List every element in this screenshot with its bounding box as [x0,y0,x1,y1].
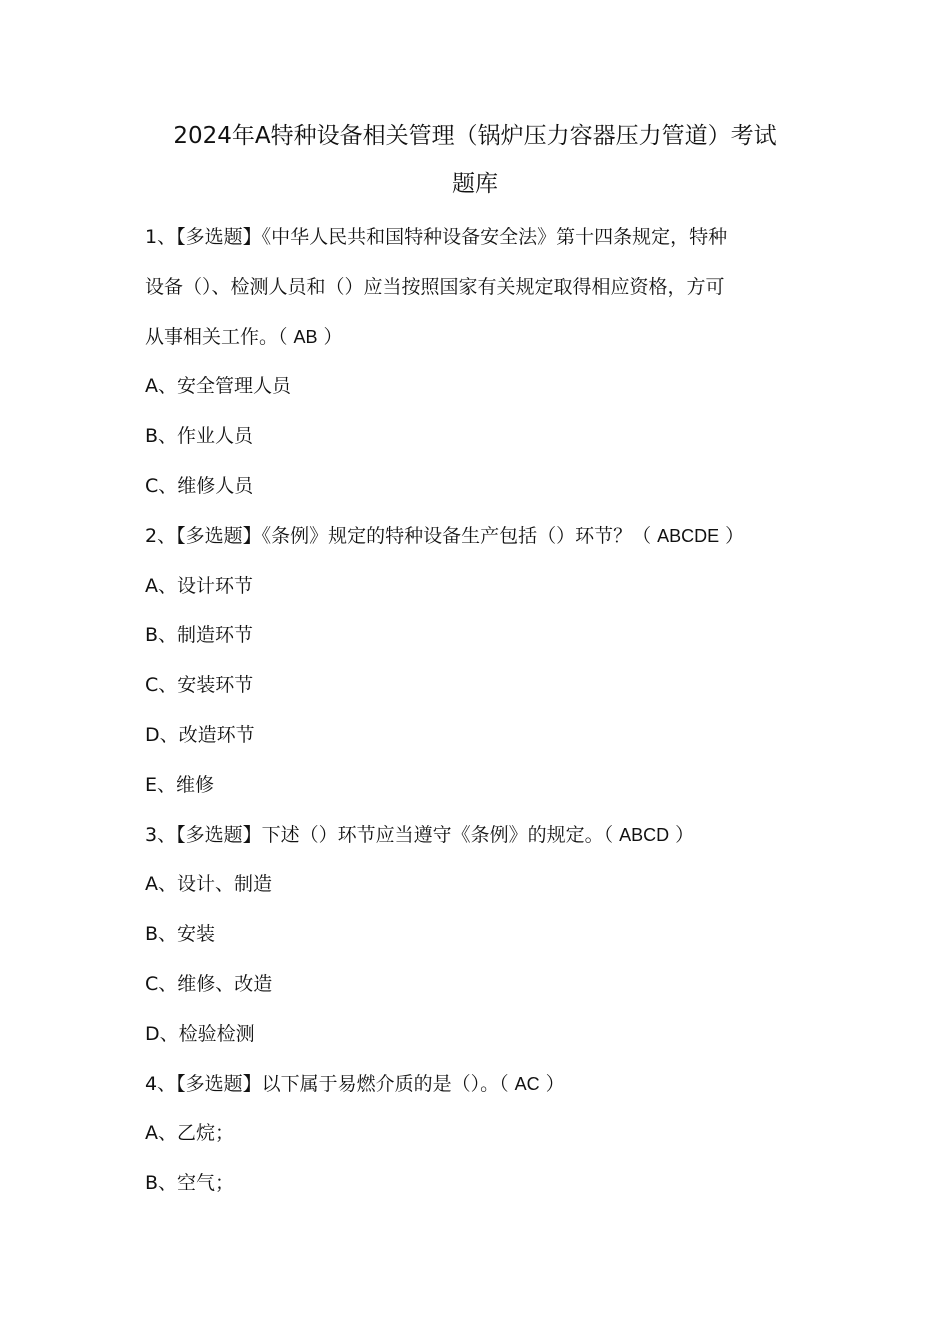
question-stem-line [145,811,810,861]
option-item: D、检验检测 [145,1022,255,1045]
answer-key: AB [293,326,318,347]
question-stem-line: 1、【多选题】《中华人民共和国特种设备安全法》第十四条规定，特种 [145,226,728,248]
answer-close: ） [725,524,745,547]
title-line-1: 2024年A特种设备相关管理（锅炉压力容器压力管道）考试 [173,123,777,149]
option-item: C、维修、改造 [145,972,273,995]
answer-close: ） [675,823,695,846]
option-item: B、空气； [145,1172,235,1195]
option-item: E、维修 [145,773,215,796]
question-stem-line [145,512,810,562]
question-stem-text: 4、【多选题】以下属于易燃介质的是（）。（ [145,1072,509,1095]
question-list [145,213,810,1209]
option-item: B、制造环节 [145,624,254,647]
page-title [120,112,830,208]
question-stem-text: 从事相关工作。（ [145,325,288,348]
question-stem-line [145,313,810,363]
option-item: A、安全管理人员 [145,375,291,398]
option-item: B、作业人员 [145,425,254,448]
question-stem-text: 2、【多选题】《条例》规定的特种设备生产包括（）环节？（ [145,524,652,547]
answer-key: ABCDE [657,525,720,546]
answer-key: ABCD [619,824,670,845]
question-stem-line: 设备（）、检测人员和（）应当按照国家有关规定取得相应资格，方可 [145,275,725,298]
option-item: A、乙烷； [145,1122,234,1145]
option-item: C、维修人员 [145,474,254,497]
option-item: A、设计环节 [145,574,253,597]
option-item: A、设计、制造 [145,873,272,896]
answer-close: ） [545,1072,565,1095]
option-item: D、改造环节 [145,723,255,746]
question-stem-line [145,1060,810,1110]
option-item: B、安装 [145,923,216,946]
title-line-2: 题库 [452,171,498,197]
answer-key: AC [514,1073,540,1094]
question-stem-text: 3、【多选题】下述（）环节应当遵守《条例》的规定。（ [145,823,614,846]
option-item: C、安装环节 [145,674,254,697]
answer-close: ） [323,325,343,348]
